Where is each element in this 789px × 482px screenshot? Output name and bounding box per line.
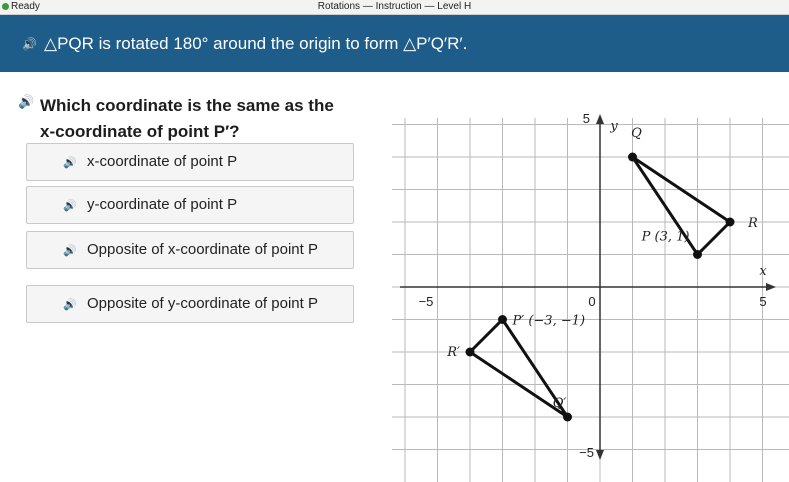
speaker-icon[interactable]: 🔊 <box>22 37 37 51</box>
choice-label: Opposite of y-coordinate of point P <box>87 295 318 312</box>
axes <box>400 114 776 460</box>
choice-speaker-icon[interactable]: 🔊 <box>63 299 77 311</box>
y-axis-arrow-down <box>596 450 604 460</box>
y-axis-label: y <box>610 119 618 134</box>
choice-label: y-coordinate of point P <box>87 196 238 213</box>
vertex-q-prime <box>563 413 572 422</box>
y-max-tick-label: 5 <box>582 111 590 126</box>
x-max-tick-label: 5 <box>759 294 767 309</box>
point-p-label: P (3, 1) <box>641 229 690 245</box>
status-text: Ready <box>11 1 40 12</box>
point-q-prime-label: Q′ <box>552 396 567 411</box>
question-line-1: Which coordinate is the same as the <box>40 96 334 115</box>
choice-speaker-icon[interactable]: 🔊 <box>63 200 77 212</box>
choice-label: x-coordinate of point P <box>87 153 238 170</box>
x-axis-label: x <box>759 264 767 279</box>
y-axis-arrow-up <box>596 114 604 124</box>
vertex-r <box>726 218 735 227</box>
prompt-text: △PQR is rotated 180° around the origin to form △P′Q′R′. <box>44 34 468 53</box>
origin-label: 0 <box>588 294 596 309</box>
lesson-title: Rotations — Instruction — Level H <box>317 1 472 12</box>
y-min-tick-label: −5 <box>579 445 594 460</box>
choice-label: Opposite of x-coordinate of point P <box>87 241 318 258</box>
point-q-label: Q <box>631 126 642 141</box>
vertex-r-prime <box>466 348 475 357</box>
question-line-2: x-coordinate of point P′? <box>40 122 240 141</box>
vertex-p-prime <box>498 315 507 324</box>
question-speaker-icon[interactable]: 🔊 <box>18 94 35 109</box>
choice-speaker-icon[interactable]: 🔊 <box>63 157 77 169</box>
vertex-p <box>693 250 702 259</box>
vertex-q <box>628 153 637 162</box>
point-p-prime-label: P′ (−3, −1) <box>512 313 586 329</box>
x-axis-arrow-right <box>766 283 776 291</box>
point-r-label: R <box>748 216 758 231</box>
x-min-tick-label: −5 <box>418 294 434 309</box>
point-r-prime-label: R′ <box>447 345 460 360</box>
choice-speaker-icon[interactable]: 🔊 <box>63 245 77 257</box>
